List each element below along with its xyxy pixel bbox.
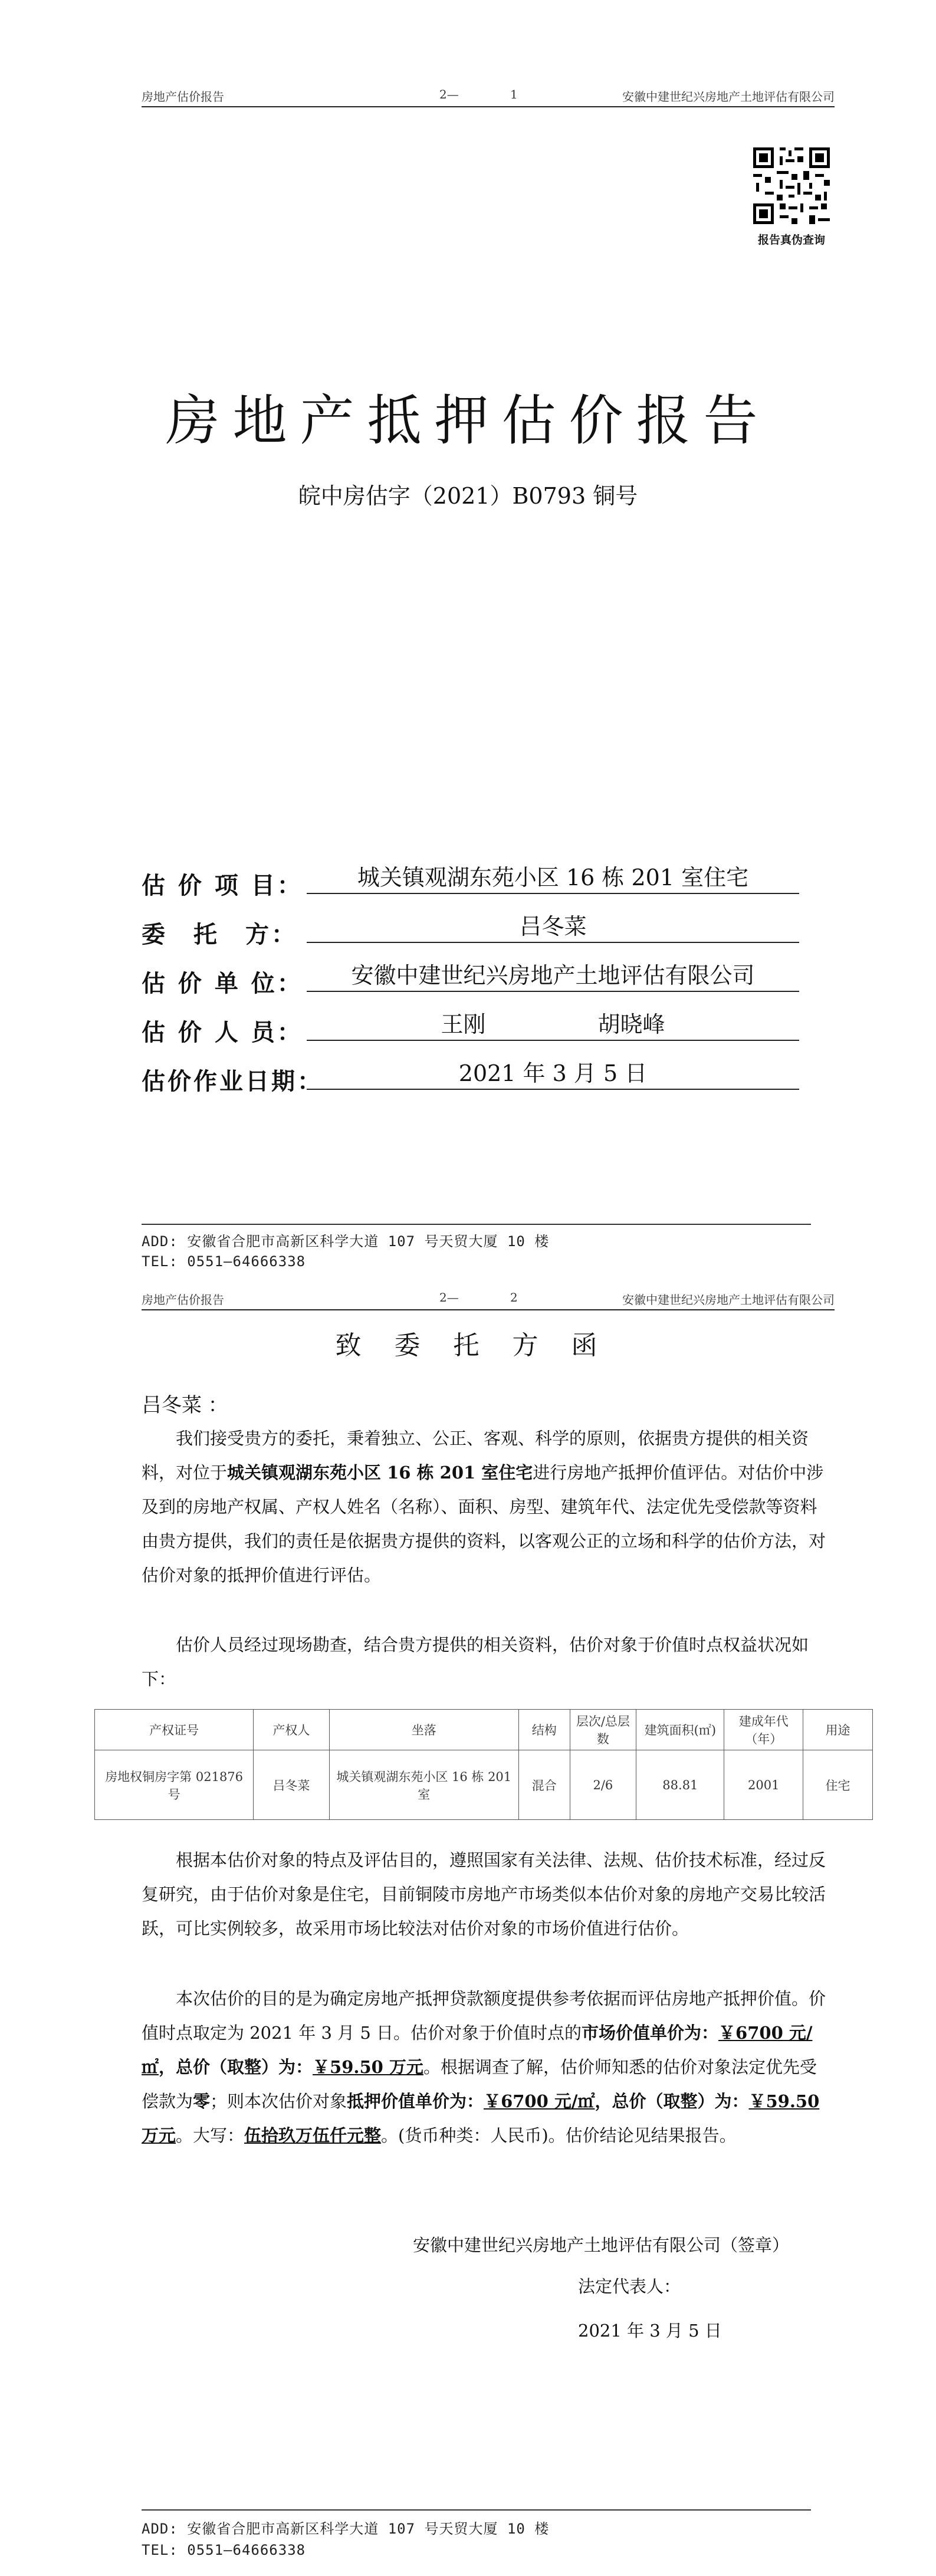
footer-divider [142,1224,811,1225]
header-page-mark: 2— [439,87,459,101]
signature-representative: 法定代表人： [578,2276,681,2296]
report-title: 房地产抵押估价报告 [165,389,771,452]
info-value-project: 城关镇观湖东苑小区 16 栋 201 室住宅 [307,862,799,894]
info-label-date: 估价作业日期： [142,1068,323,1095]
document-number: 皖中房估字（2021）B0793 铜号 [298,483,638,509]
paragraph-inspection: 估价人员经过现场勘查，结合贵方提供的相关资料，估价对象于价值时点权益状况如下： [142,1635,809,1689]
paragraph-commission [142,1421,826,1592]
property-address: 城关镇观湖东苑小区 16 栋 201 室住宅 [227,1463,533,1483]
letter-title: 致 委 托 方 函 [335,1330,601,1361]
footer-address: ADD: 安徽省合肥市高新区科学大道 107 号天贸大厦 10 楼 [142,1233,550,1250]
qr-caption: 报告真伪查询 [757,234,825,247]
mortgage-total-label: ，总价（取整）为： [595,2091,749,2111]
signature-date: 2021 年 3 月 5 日 [578,2321,722,2341]
market-total-label: ，总价（取整）为： [159,2057,313,2077]
market-unit-price-label: 市场价值单价为： [582,2023,719,2043]
paragraph-text: 本次估价的目的是为确定房地产抵押贷款额度提供参考依据而评估房地产抵押价值。价值时点取定为 2021 年 3 月 5 日。估价对象于价值时点的 [142,1989,826,2043]
info-value-agency: 安徽中建世纪兴房地产土地评估有限公司 [307,960,799,992]
table-row [95,1750,873,1820]
signature-company: 安徽中建世纪兴房地产土地评估有限公司（签章） [413,2235,790,2255]
paragraph-text: 。大写： [176,2125,245,2145]
table-cell: 城关镇观湖东苑小区 16 栋 201 室 [329,1750,518,1820]
header-page-number: 2 [510,1290,518,1305]
paragraph-text: 。(货币种类：人民币)。估价结论见结果报告。 [381,2125,737,2145]
paragraph-text: 。根据调查了解，估价师知悉的估价对象法定优先受偿款为 [142,2057,817,2111]
header-right: 安徽中建世纪兴房地产土地评估有限公司 [622,90,835,104]
info-value-client: 吕冬菜 [307,911,799,943]
table-header-cell: 建成年代（年） [724,1710,803,1750]
footer-phone: TEL: 0551—64666338 [142,1253,306,1270]
header-page-mark: 2— [439,1290,459,1305]
table-header-cell: 用途 [803,1710,873,1750]
table-cell: 混合 [518,1750,570,1820]
mortgage-unit-price: ￥6700 元/㎡ [484,2091,595,2111]
amount-in-words: 伍拾玖万伍仟元整 [244,2125,382,2145]
market-unit-price: ￥6700 元/㎡ [142,2023,813,2077]
paragraph-text: 我们接受贵方的委托，秉着独立、公正、客观、科学的原则，依据贵方提供的相关资料，对位于 [142,1428,809,1483]
qr-code[interactable] [750,144,833,227]
paragraph-valuation [142,1982,826,2153]
mortgage-total-price: ￥59.50 万元 [142,2091,820,2145]
header-left: 房地产估价报告 [142,1293,224,1307]
info-label-agency: 估 价 单 位： [142,970,303,997]
market-total-price: ￥59.50 万元 [313,2057,423,2077]
info-label-project: 估 价 项 目： [142,872,303,899]
footer-phone: TEL: 0551—64666338 [142,2542,306,2558]
footer-address: ADD: 安徽省合肥市高新区科学大道 107 号天贸大厦 10 楼 [142,2521,550,2537]
info-label-client: 委 托 方： [142,921,297,948]
table-header-cell: 产权证号 [95,1710,254,1750]
info-label-appraisers: 估 价 人 员： [142,1019,303,1046]
table-cell: 住宅 [803,1750,873,1820]
page-header [142,1286,835,1310]
mortgage-unit-price-label: 抵押价值单价为： [347,2091,484,2111]
table-header-cell: 结构 [518,1710,570,1750]
table-header-row [95,1710,873,1750]
property-table [94,1709,873,1820]
paragraph-text: ；则本次估价对象 [210,2091,347,2111]
page-header [142,83,835,107]
salutation: 吕冬菜 ： [142,1394,228,1417]
table-cell: 88.81 [636,1750,724,1820]
header-left: 房地产估价报告 [142,90,224,104]
table-header-cell: 建筑面积(㎡) [636,1710,724,1750]
paragraph-text: 进行房地产抵押价值评估。对估价中涉及到的房地产权属、产权人姓名（名称）、面积、房型、建筑年代、法定优先受偿款等资料由贵方提供，我们的责任是依据贵方提供的资料，以客观公正的立场和科学的估价方法，对估价对象的抵押价值进行评估。 [142,1463,826,1585]
table-cell: 2/6 [570,1750,636,1820]
info-value-appraisers: 王刚 胡晓峰 [307,1009,799,1041]
table-cell: 2001 [724,1750,803,1820]
info-value-date: 2021 年 3 月 5 日 [307,1058,799,1090]
priority-payment-value: 零 [193,2091,211,2111]
table-cell: 吕冬菜 [254,1750,329,1820]
table-cell: 房地权铜房字第 021876 号 [95,1750,254,1820]
header-right: 安徽中建世纪兴房地产土地评估有限公司 [622,1293,835,1307]
header-page-number: 1 [510,87,518,101]
footer-divider [142,2509,811,2511]
table-header-cell: 层次/总层数 [570,1710,636,1750]
table-header-cell: 产权人 [254,1710,329,1750]
paragraph-method: 根据本估价对象的特点及评估目的，遵照国家有关法律、法规、估价技术标准，经过反复研究，由于估价对象是住宅，目前铜陵市房地产市场类似本估价对象的房地产交易比较活跃，可比实例较多，故采用市场比较法对估价对象的市场价值进行估价。 [142,1850,826,1938]
table-header-cell: 坐落 [329,1710,518,1750]
